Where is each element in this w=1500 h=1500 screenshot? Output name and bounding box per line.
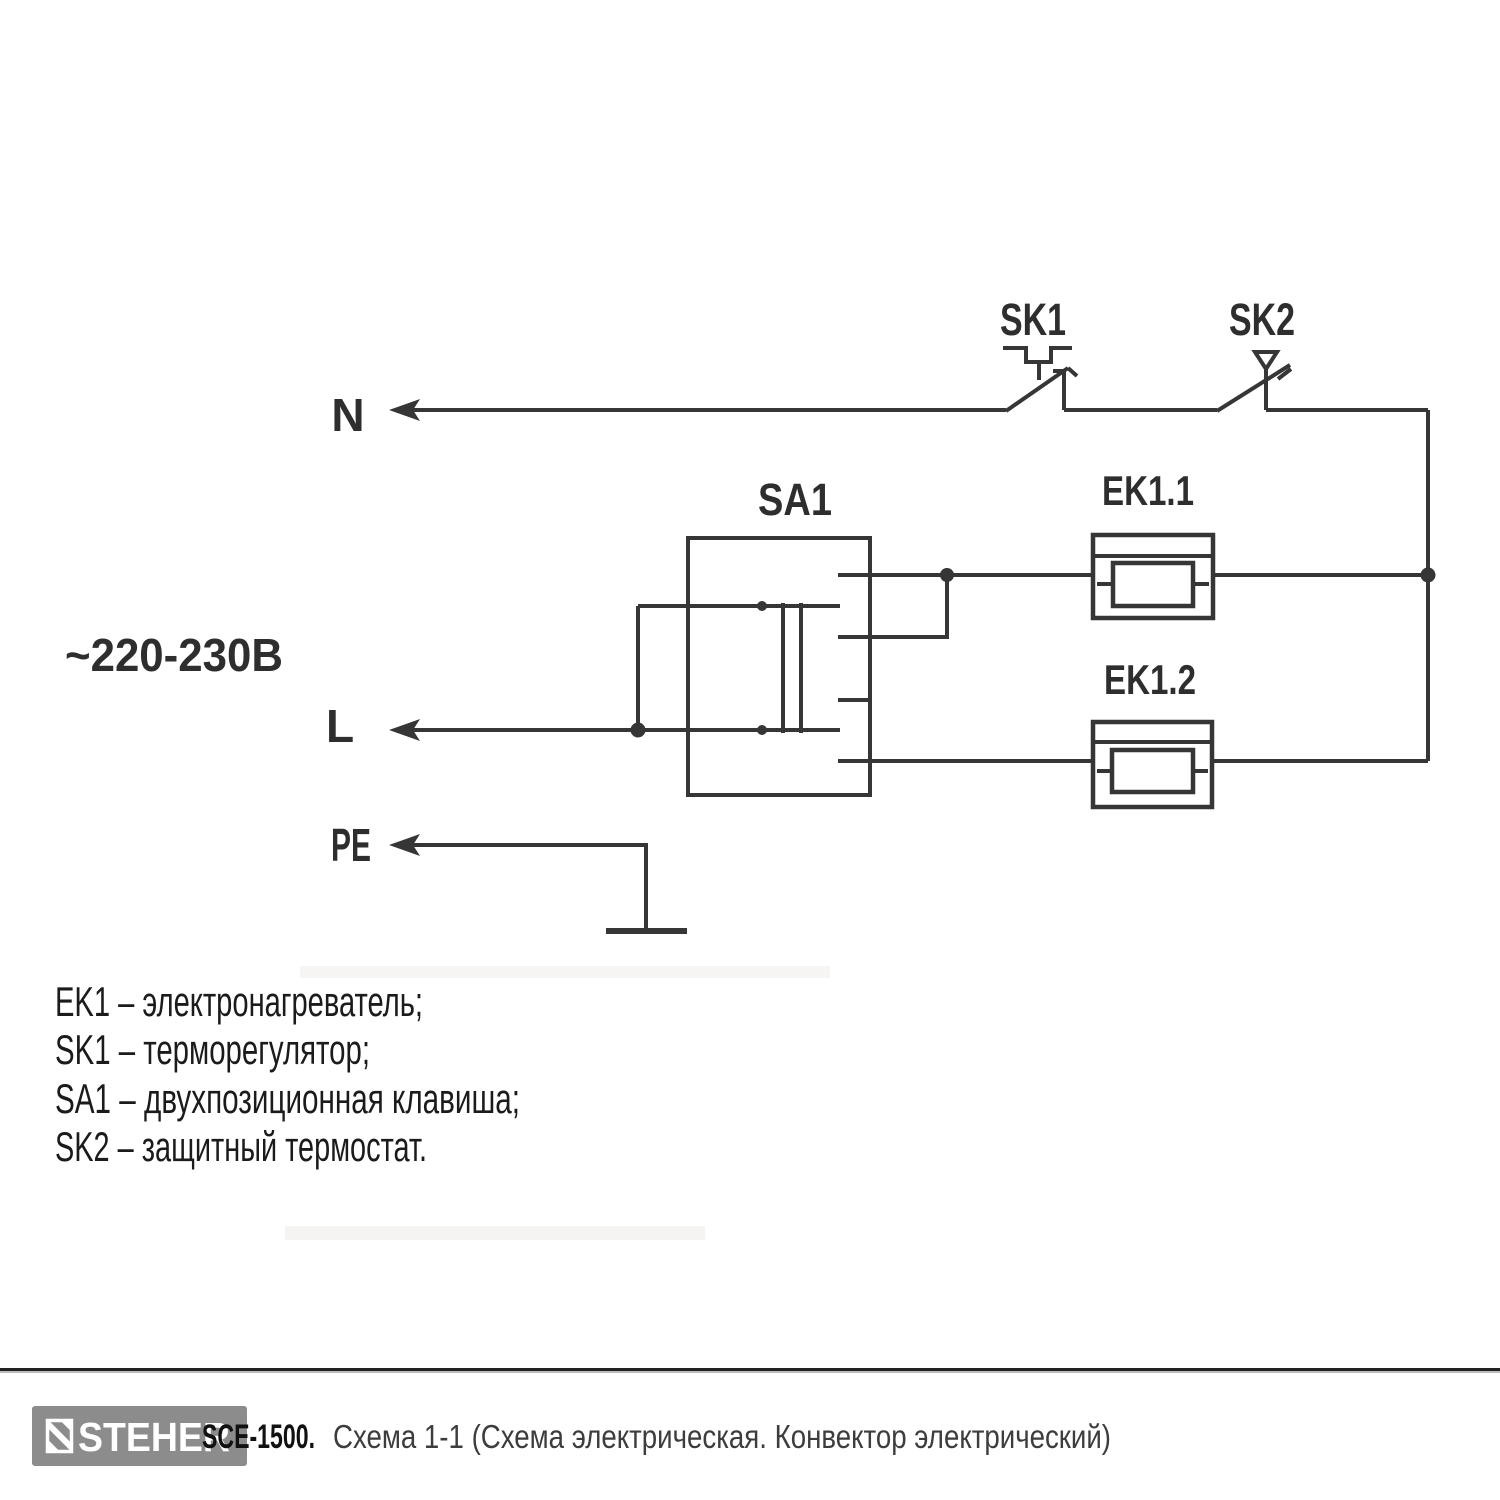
- heater-ek1-1: [838, 535, 1428, 618]
- heater-element: [1112, 750, 1193, 792]
- heater-element: [1113, 563, 1193, 606]
- switch-sk1: [1003, 348, 1077, 411]
- ek1-1-label: EK1.1: [1102, 467, 1194, 514]
- model-number: SCE-1500.: [202, 1418, 315, 1456]
- thermostat-sensor-icon: [1003, 348, 1072, 362]
- contact-dot: [757, 601, 767, 611]
- ek1-2-label: EK1.2: [1104, 656, 1196, 703]
- junction-dot: [940, 568, 954, 582]
- l-line-label: L: [325, 700, 355, 752]
- brand-name: STEHER: [78, 1414, 230, 1460]
- n-line-label: N: [331, 389, 365, 441]
- legend: [55, 978, 520, 1170]
- legend-item-sa1: SA1 – двухпозиционная клавиша;: [55, 1075, 520, 1122]
- schematic-caption: Схема 1-1 (Схема электрическая. Конвектор электрический): [333, 1418, 1111, 1455]
- wire-pe: [389, 834, 687, 931]
- footer-divider: [0, 1368, 1500, 1371]
- wire-n: [389, 399, 1428, 421]
- voltage-label: ~220-230В: [65, 629, 283, 681]
- sk2-label: SK2: [1229, 294, 1295, 345]
- switch-sk2: [1217, 352, 1291, 411]
- heater-ek1-2: [838, 722, 1428, 807]
- footer: [0, 1368, 1500, 1470]
- thermal-cutout-icon: [1255, 352, 1277, 369]
- legend-item-ek1: EK1 – электронагреватель;: [55, 978, 423, 1025]
- legend-item-sk2: SK2 – защитный термостат.: [55, 1123, 427, 1170]
- pe-line-label: PE: [331, 819, 371, 871]
- sa1-stub: [838, 577, 947, 637]
- switch-blade: [1217, 365, 1290, 411]
- legend-item-sk1: SK1 – терморегулятор;: [55, 1026, 370, 1073]
- wire-l: [389, 606, 840, 741]
- sa1-label: SA1: [758, 474, 832, 525]
- contact-dot: [757, 725, 767, 735]
- sk1-label: SK1: [1000, 294, 1066, 345]
- footer-divider-shadow: [0, 1371, 1500, 1373]
- watermark-smudge: [300, 966, 830, 978]
- watermark-smudge: [285, 1226, 705, 1240]
